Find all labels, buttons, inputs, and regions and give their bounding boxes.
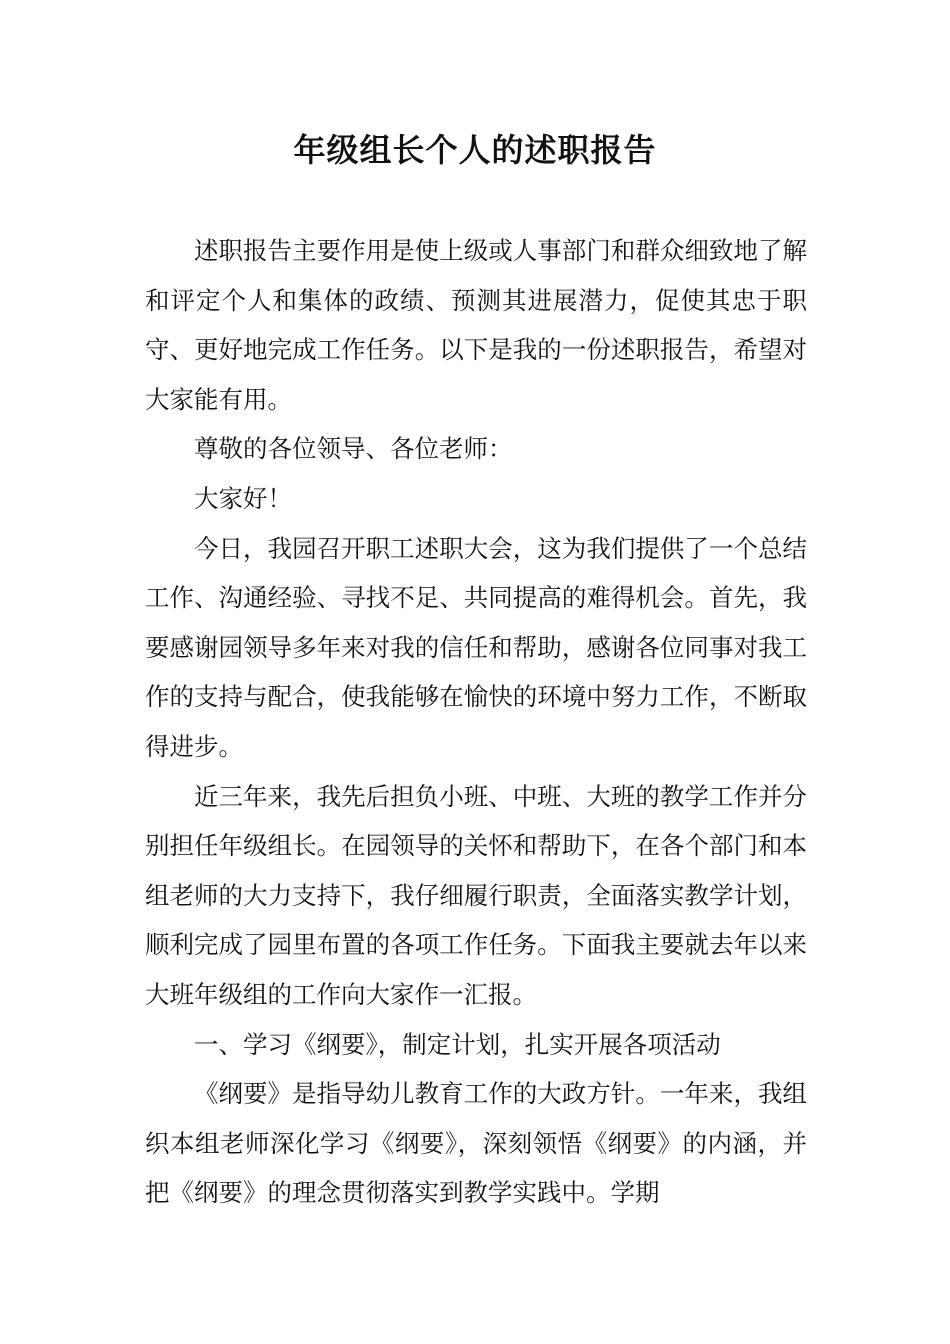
document-title: 年级组长个人的述职报告 <box>293 131 657 169</box>
paragraph-greeting: 大家好！ <box>194 483 292 513</box>
paragraph-salutation: 尊敬的各位领导、各位老师： <box>194 434 513 464</box>
paragraph-section-1: 《纲要》是指导幼儿教育工作的大政方针。一年来，我组织本组老师深化学习《纲要》，深刻领悟《纲要》的内涵，并把《纲要》的理念贯彻落实到教学实践中。学期 <box>145 1079 807 1208</box>
paragraph-opening: 今日，我园召开职工述职大会，这为我们提供了一个总结工作、沟通经验、寻找不足、共同提高的难得机会。首先，我要感谢园领导多年来对我的信任和帮助，感谢各位同事对我工作的支持与配合，使我能够在愉快的环境中努力工作，不断取得进步。 <box>145 533 807 761</box>
paragraph-intro: 述职报告主要作用是使上级或人事部门和群众细致地了解和评定个人和集体的政绩、预测其进展潜力，促使其忠于职守、更好地完成工作任务。以下是我的一份述职报告，希望对大家能有用。 <box>145 236 807 414</box>
document-body <box>145 226 807 1218</box>
paragraph-overview: 近三年来，我先后担负小班、中班、大班的教学工作并分别担任年级组长。在园领导的关怀和帮助下，在各个部门和本组老师的大力支持下，我仔细履行职责，全面落实教学计划，顺利完成了园里布置的各项工作任务。下面我主要就去年以来大班年级组的工作向大家作一汇报。 <box>145 781 807 1009</box>
section-heading-1: 一、学习《纲要》，制定计划，扎实开展各项活动 <box>194 1029 721 1059</box>
